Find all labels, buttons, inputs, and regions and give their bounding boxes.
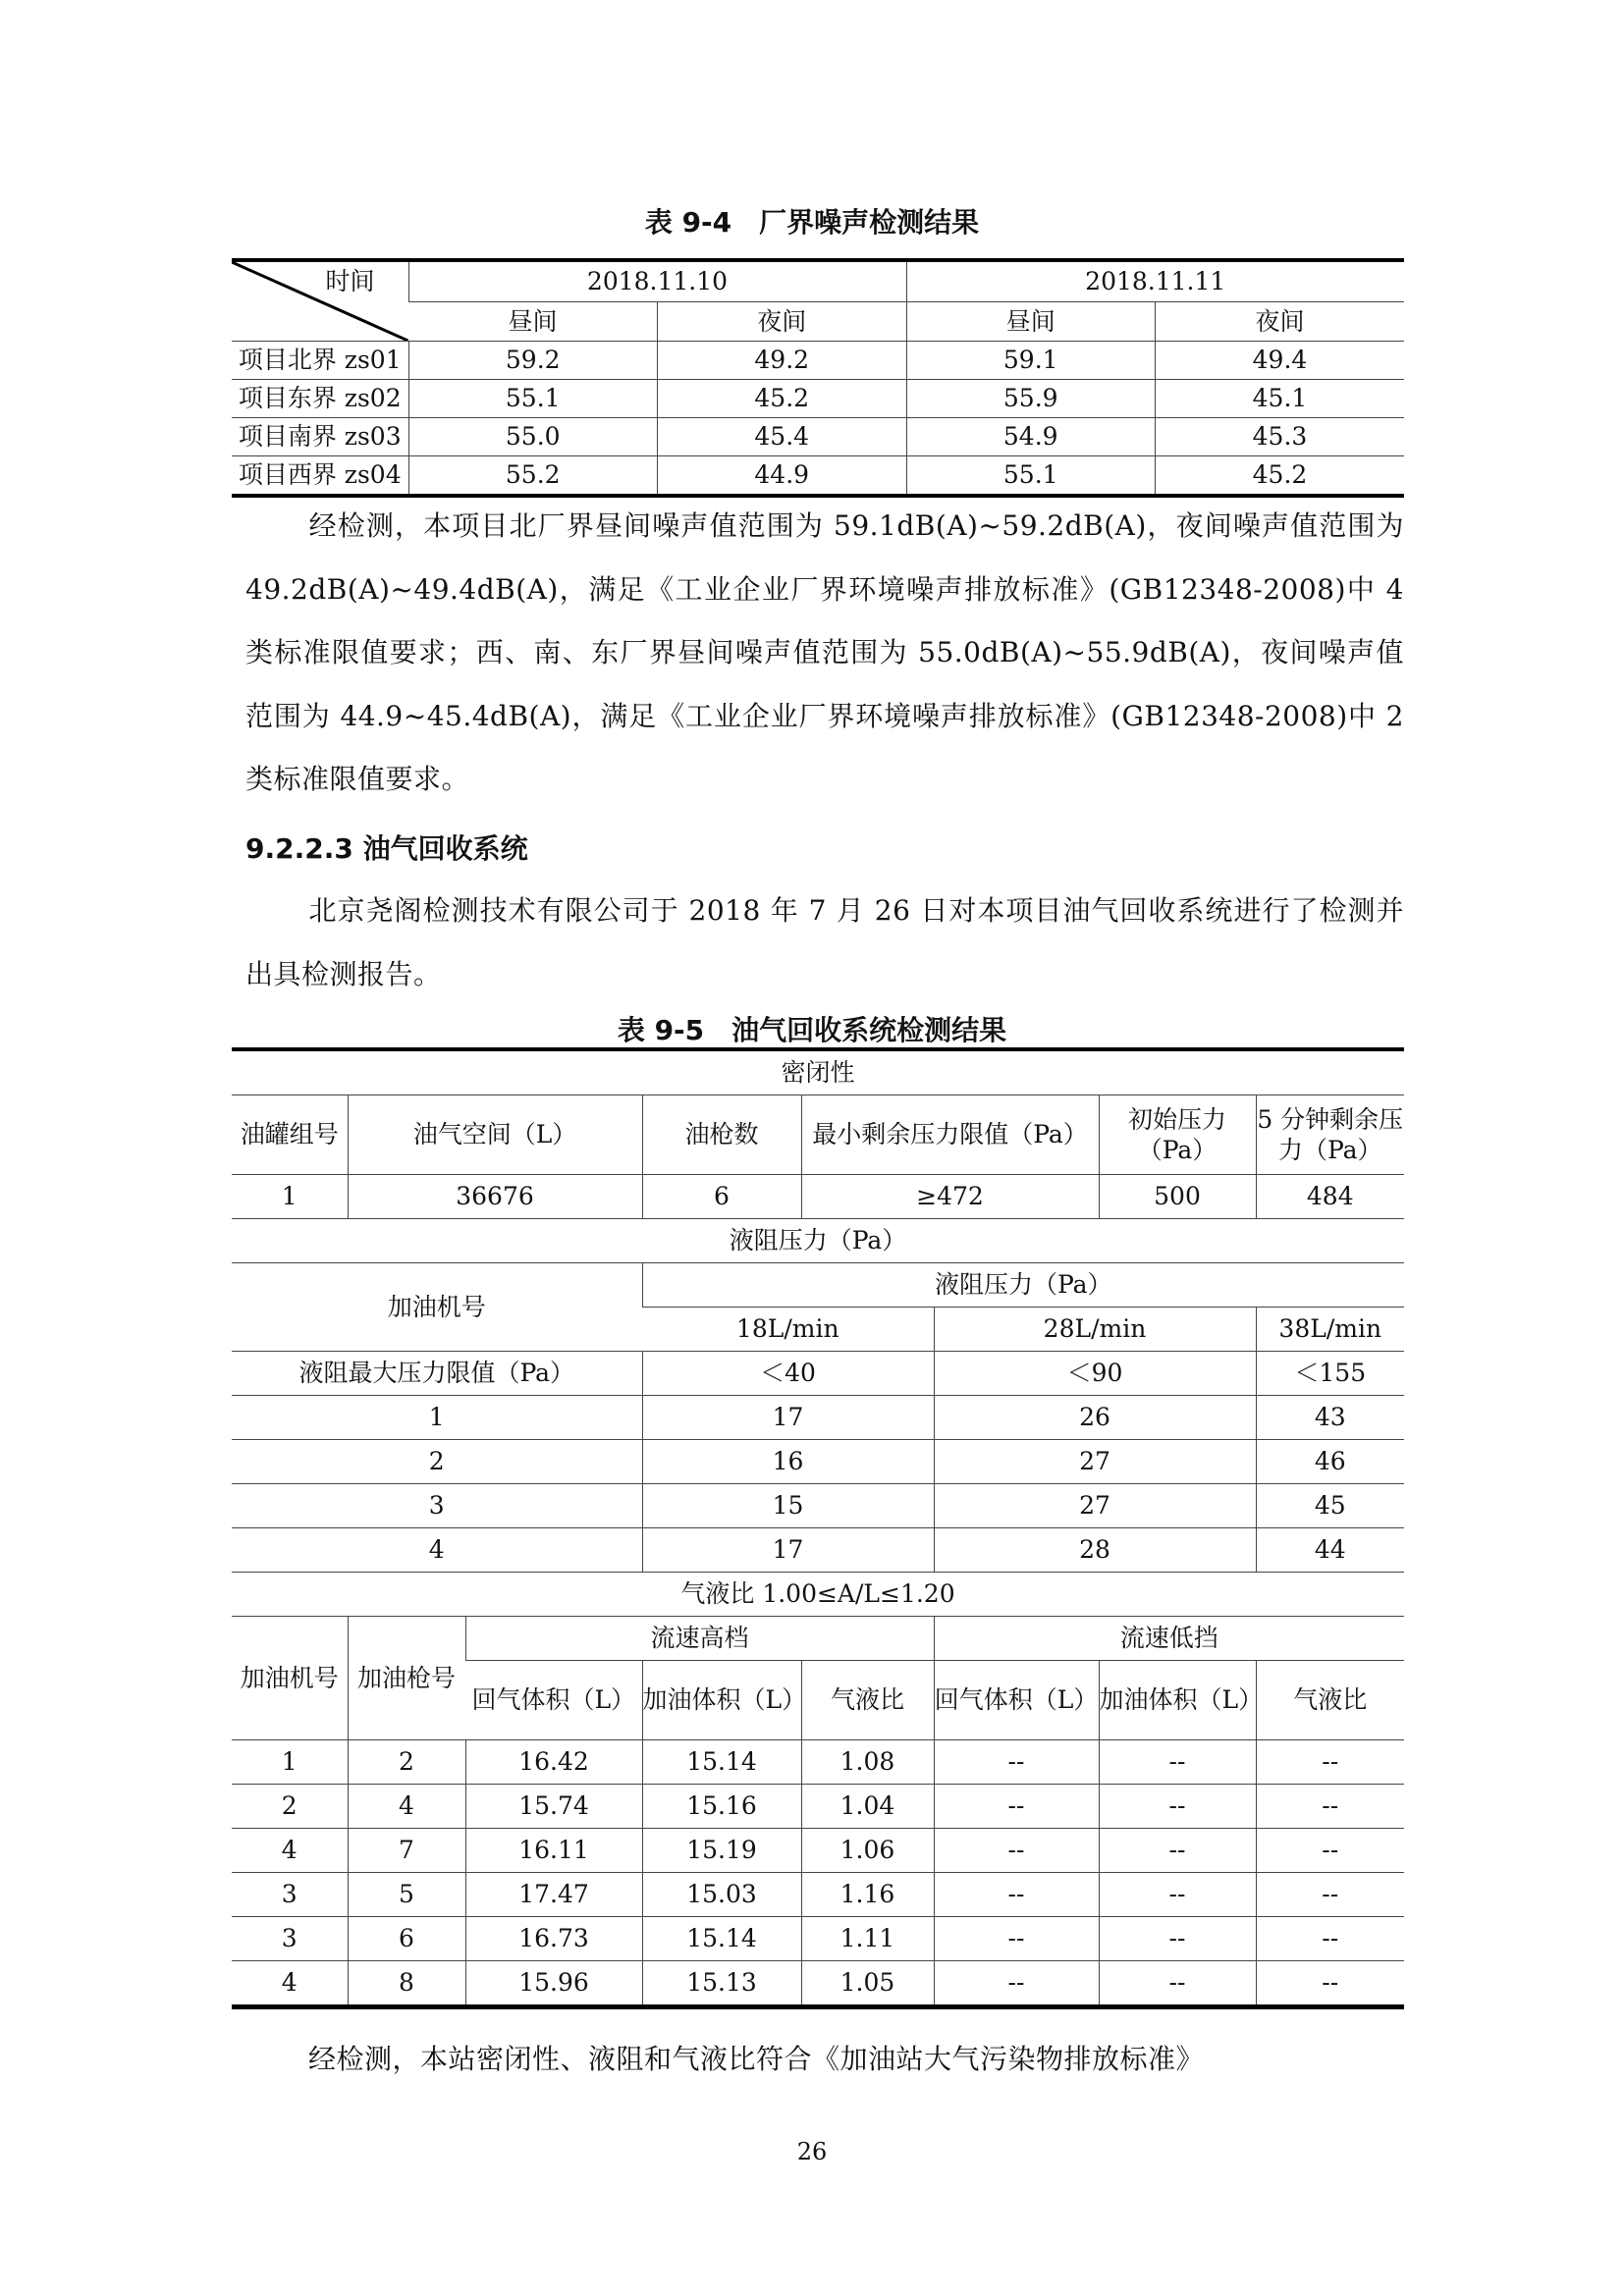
cell: 484	[1256, 1175, 1404, 1219]
cell: 15.74	[465, 1785, 642, 1829]
cell: 15	[642, 1484, 934, 1528]
table-row	[232, 1528, 1404, 1573]
cell: 4	[232, 1961, 348, 2007]
cell: 15.14	[642, 1917, 801, 1961]
cell: 3	[232, 1917, 348, 1961]
flow-rate-header: 28L/min	[934, 1308, 1256, 1352]
cell: 45.3	[1156, 418, 1405, 456]
table-row	[232, 1396, 1404, 1440]
cell: 59.1	[906, 342, 1156, 380]
cell: --	[1256, 1785, 1404, 1829]
limit-label: 液阻最大压力限值（Pa）	[232, 1352, 642, 1396]
cell: 15.19	[642, 1829, 801, 1873]
date-header: 2018.11.10	[408, 260, 906, 301]
table-9-4	[232, 258, 1404, 498]
flow-rate-header: 38L/min	[1256, 1308, 1404, 1352]
table-row	[232, 1917, 1404, 1961]
cell: 16.73	[465, 1917, 642, 1961]
period-header: 夜间	[658, 301, 907, 341]
cell: --	[1099, 1873, 1256, 1917]
cell: 1.11	[801, 1917, 934, 1961]
table-row	[232, 1352, 1404, 1396]
header-cell: 油气空间（L）	[348, 1095, 642, 1175]
cell: 4	[232, 1528, 642, 1573]
cell: 16	[642, 1440, 934, 1484]
dispenser-header: 加油机号	[232, 1263, 642, 1352]
sub-header: 回气体积（L）	[934, 1661, 1099, 1740]
cell: 4	[232, 1829, 348, 1873]
sub-header: 加油体积（L）	[1099, 1661, 1256, 1740]
table-row	[232, 418, 1404, 456]
tightness-title: 密闭性	[232, 1049, 1404, 1095]
table-row	[232, 1740, 1404, 1785]
cell: 49.4	[1156, 342, 1405, 380]
low-flow-header: 流速低挡	[934, 1617, 1404, 1661]
cell: 1	[232, 1740, 348, 1785]
paragraph-text: 北京尧阁检测技术有限公司于 2018 年 7 月 26 日对本项目油气回收系统进行了检测并出具检测报告。	[245, 894, 1404, 990]
cell: 45.2	[658, 380, 907, 418]
liquid-resistance-group-header: 液阻压力（Pa）	[642, 1263, 1404, 1308]
cell: 1.05	[801, 1961, 934, 2007]
corner-label: 时间	[325, 267, 375, 295]
header-cell: 最小剩余压力限值（Pa）	[801, 1095, 1099, 1175]
cell: 15.03	[642, 1873, 801, 1917]
cell: 17.47	[465, 1873, 642, 1917]
cell: --	[1099, 1740, 1256, 1785]
paragraph-conclusion	[245, 2028, 1404, 2092]
cell: 55.2	[408, 456, 658, 497]
paragraph-vapor-recovery-intro	[245, 880, 1404, 1006]
cell: 2	[348, 1740, 465, 1785]
cell: 16.42	[465, 1740, 642, 1785]
cell: 45.2	[1156, 456, 1405, 497]
table-row	[232, 1873, 1404, 1917]
cell: 26	[934, 1396, 1256, 1440]
cell: 6	[642, 1175, 801, 1219]
cell: 44	[1256, 1528, 1404, 1573]
cell: 1	[232, 1396, 642, 1440]
cell: --	[934, 1873, 1099, 1917]
cell: 27	[934, 1484, 1256, 1528]
cell: 16.11	[465, 1829, 642, 1873]
cell: --	[934, 1740, 1099, 1785]
cell: 5	[348, 1873, 465, 1917]
table-9-5	[232, 1047, 1404, 2009]
header-cell: 5 分钟剩余压力（Pa）	[1256, 1095, 1404, 1175]
cell: 55.1	[906, 456, 1156, 497]
period-header: 昼间	[906, 301, 1156, 341]
al-ratio-title: 气液比 1.00≤A/L≤1.20	[232, 1573, 1404, 1617]
cell: 3	[232, 1873, 348, 1917]
cell: 500	[1099, 1175, 1256, 1219]
paragraph-text: 经检测，本项目北厂界昼间噪声值范围为 59.1dB(A)~59.2dB(A)，夜间噪声值范围为 49.2dB(A)~49.4dB(A)，满足《工业企业厂界环境噪声排放标准》(GB12348-2008)中 4 类标准限值要求；西、南、东厂界昼间噪声值范围为 55.0dB(A)~55.9dB(A)，夜间噪声值范围为 44.9~45.4dB(A)，满足《工业企业厂界环境噪声排放标准》(GB12348-2008)中 2 类标准限值要求。	[245, 509, 1404, 795]
cell: --	[934, 1961, 1099, 2007]
cell: --	[1099, 1961, 1256, 2007]
cell: 15.96	[465, 1961, 642, 2007]
nozzle-header: 加油枪号	[348, 1617, 465, 1740]
sub-header: 气液比	[1256, 1661, 1404, 1740]
cell: 46	[1256, 1440, 1404, 1484]
cell: 55.1	[408, 380, 658, 418]
table-9-4-caption: 表 9-4 厂界噪声检测结果	[644, 206, 980, 239]
cell: --	[1099, 1829, 1256, 1873]
cell: --	[1256, 1961, 1404, 2007]
cell: 36676	[348, 1175, 642, 1219]
corner-header	[232, 260, 408, 342]
table-row	[232, 456, 1404, 497]
cell: --	[934, 1917, 1099, 1961]
paragraph-noise-result	[245, 495, 1404, 812]
cell: ＜155	[1256, 1352, 1404, 1396]
header-cell: 油罐组号	[232, 1095, 348, 1175]
high-flow-header: 流速高档	[465, 1617, 934, 1661]
cell: --	[1256, 1873, 1404, 1917]
cell: 49.2	[658, 342, 907, 380]
cell: --	[1256, 1740, 1404, 1785]
cell: 1	[232, 1175, 348, 1219]
cell: 15.14	[642, 1740, 801, 1785]
header-cell: 油枪数	[642, 1095, 801, 1175]
paragraph-text: 经检测，本站密闭性、液阻和气液比符合《加油站大气污染物排放标准》	[308, 2043, 1205, 2075]
cell: 2	[232, 1785, 348, 1829]
page-number: 26	[796, 2138, 828, 2165]
section-heading: 9.2.2.3 油气回收系统	[245, 832, 528, 865]
row-label: 项目东界 zs02	[232, 380, 408, 418]
cell: 43	[1256, 1396, 1404, 1440]
row-label: 项目北界 zs01	[232, 342, 408, 380]
cell: 45	[1256, 1484, 1404, 1528]
period-header: 昼间	[408, 301, 658, 341]
cell: 2	[232, 1440, 642, 1484]
table-row	[232, 1484, 1404, 1528]
cell: 1.04	[801, 1785, 934, 1829]
table-row	[232, 342, 1404, 380]
sub-header: 气液比	[801, 1661, 934, 1740]
cell: --	[934, 1829, 1099, 1873]
liquid-resistance-title: 液阻压力（Pa）	[232, 1219, 1404, 1263]
cell: 1.06	[801, 1829, 934, 1873]
cell: --	[1256, 1917, 1404, 1961]
period-header: 夜间	[1156, 301, 1405, 341]
table-row	[232, 380, 1404, 418]
cell: 54.9	[906, 418, 1156, 456]
table-row	[232, 1175, 1404, 1219]
date-header: 2018.11.11	[906, 260, 1404, 301]
cell: 45.4	[658, 418, 907, 456]
cell: 6	[348, 1917, 465, 1961]
cell: 1.16	[801, 1873, 934, 1917]
table-row	[232, 1961, 1404, 2007]
header-cell: 初始压力（Pa）	[1099, 1095, 1256, 1175]
table-9-5-caption: 表 9-5 油气回收系统检测结果	[617, 1014, 1007, 1046]
cell: 59.2	[408, 342, 658, 380]
cell: 15.13	[642, 1961, 801, 2007]
cell: 1.08	[801, 1740, 934, 1785]
cell: ＜40	[642, 1352, 934, 1396]
cell: 28	[934, 1528, 1256, 1573]
cell: ＜90	[934, 1352, 1256, 1396]
table-row	[232, 1440, 1404, 1484]
cell: 15.16	[642, 1785, 801, 1829]
table-row	[232, 1785, 1404, 1829]
cell: 55.0	[408, 418, 658, 456]
flow-rate-header: 18L/min	[642, 1308, 934, 1352]
sub-header: 回气体积（L）	[465, 1661, 642, 1740]
cell: ≥472	[801, 1175, 1099, 1219]
al-ratio-rows	[232, 1740, 1404, 2007]
cell: 4	[348, 1785, 465, 1829]
cell: 17	[642, 1528, 934, 1573]
cell: 3	[232, 1484, 642, 1528]
cell: 55.9	[906, 380, 1156, 418]
cell: --	[1099, 1785, 1256, 1829]
row-label: 项目南界 zs03	[232, 418, 408, 456]
dispenser-header: 加油机号	[232, 1617, 348, 1740]
table-row	[232, 1829, 1404, 1873]
cell: 27	[934, 1440, 1256, 1484]
cell: --	[934, 1785, 1099, 1829]
diagonal-line	[232, 262, 408, 341]
sub-header: 加油体积（L）	[642, 1661, 801, 1740]
row-label: 项目西界 zs04	[232, 456, 408, 497]
cell: --	[1256, 1829, 1404, 1873]
cell: 7	[348, 1829, 465, 1873]
cell: 45.1	[1156, 380, 1405, 418]
cell: 17	[642, 1396, 934, 1440]
cell: 8	[348, 1961, 465, 2007]
cell: --	[1099, 1917, 1256, 1961]
cell: 44.9	[658, 456, 907, 497]
